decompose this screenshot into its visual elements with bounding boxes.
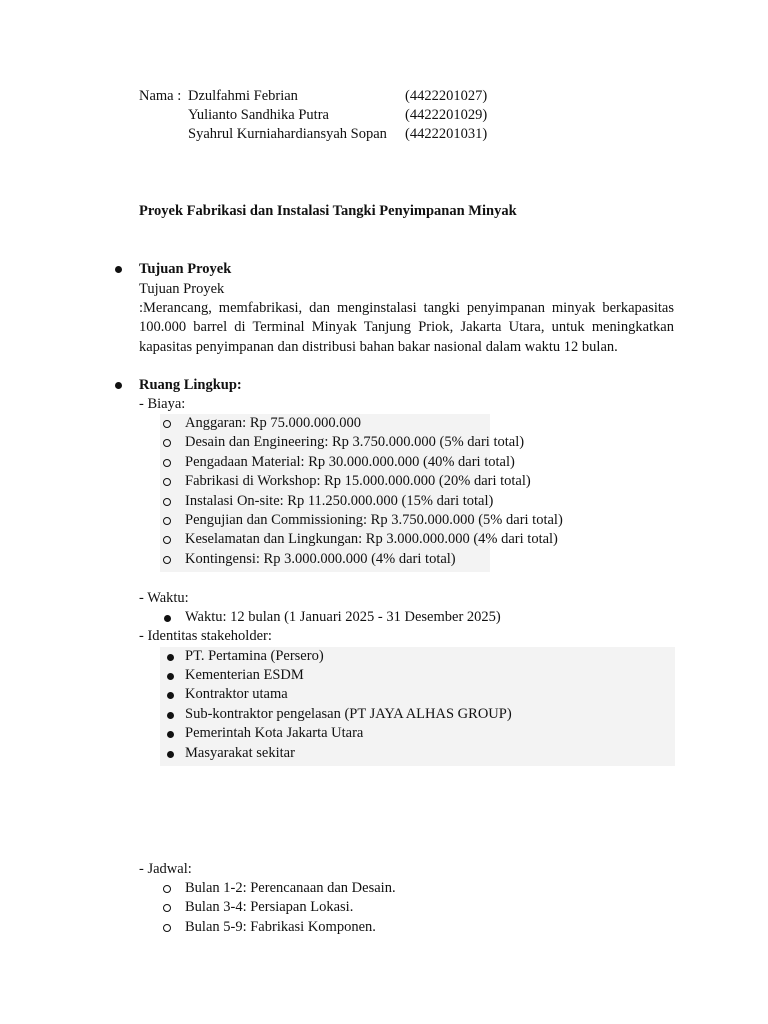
stakeholder-item: Sub-kontraktor pengelasan (PT JAYA ALHAS GROUP): [185, 706, 512, 722]
bullet-icon: [167, 673, 174, 680]
stakeholder-item: PT. Pertamina (Persero): [185, 648, 324, 664]
bullet-icon: [164, 615, 171, 622]
stakeholder-item: Pemerintah Kota Jakarta Utara: [185, 725, 364, 741]
ruang-heading: Ruang Lingkup:: [139, 377, 242, 393]
stakeholder-item: Masyarakat sekitar: [185, 745, 295, 761]
circle-bullet-icon: [163, 885, 171, 893]
circle-bullet-icon: [163, 924, 171, 932]
bullet-icon: [167, 692, 174, 699]
biaya-label: - Biaya:: [139, 396, 186, 412]
biaya-item: Instalasi On-site: Rp 11.250.000.000 (15% dari total): [185, 493, 494, 509]
jadwal-item: Bulan 5-9: Fabrikasi Komponen.: [185, 919, 376, 935]
biaya-item: Kontingensi: Rp 3.000.000.000 (4% dari total): [185, 551, 456, 567]
document-title: Proyek Fabrikasi dan Instalasi Tangki Penyimpanan Minyak: [139, 203, 517, 219]
jadwal-item: Bulan 1-2: Perencanaan dan Desain.: [185, 880, 396, 896]
circle-bullet-icon: [163, 536, 171, 544]
circle-bullet-icon: [163, 478, 171, 486]
bullet-icon: [167, 731, 174, 738]
biaya-item: Keselamatan dan Lingkungan: Rp 3.000.000.000 (4% dari total): [185, 531, 558, 547]
bullet-icon: [167, 712, 174, 719]
stakeholder-item: Kementerian ESDM: [185, 667, 304, 683]
biaya-item: Pengadaan Material: Rp 30.000.000.000 (40% dari total): [185, 454, 515, 470]
waktu-label: - Waktu:: [139, 590, 189, 606]
member-id: (4422201029): [405, 107, 488, 123]
member-id: (4422201027): [405, 88, 488, 104]
jadwal-item: Bulan 3-4: Persiapan Lokasi.: [185, 899, 354, 915]
stakeholder-label: - Identitas stakeholder:: [139, 628, 272, 644]
member-name: Syahrul Kurniahardiansyah Sopan: [188, 126, 387, 142]
tujuan-subheading: Tujuan Proyek: [139, 281, 225, 297]
member-name: Dzulfahmi Febrian: [188, 88, 298, 104]
nama-label: Nama :: [139, 88, 182, 104]
bullet-icon: [115, 382, 122, 389]
circle-bullet-icon: [163, 517, 171, 525]
bullet-icon: [167, 654, 174, 661]
circle-bullet-icon: [163, 439, 171, 447]
circle-bullet-icon: [163, 420, 171, 428]
circle-bullet-icon: [163, 904, 171, 912]
circle-bullet-icon: [163, 459, 171, 467]
waktu-item: Waktu: 12 bulan (1 Januari 2025 - 31 Desember 2025): [185, 609, 501, 625]
bullet-icon: [167, 751, 174, 758]
tujuan-heading: Tujuan Proyek: [139, 261, 232, 277]
circle-bullet-icon: [163, 556, 171, 564]
tujuan-paragraph: :Merancang, memfabrikasi, dan menginstalasi tangki penyimpanan minyak berkapasitas 100.000 barrel di Terminal Minyak Tanjung Priok, Jakarta Utara, untuk meningkatkan kapasitas penyimpanan dan distribusi bahan bakar nasional dalam waktu 12 bulan.: [139, 300, 674, 355]
member-name: Yulianto Sandhika Putra: [188, 107, 329, 123]
biaya-item: Pengujian dan Commissioning: Rp 3.750.000.000 (5% dari total): [185, 512, 563, 528]
circle-bullet-icon: [163, 498, 171, 506]
biaya-item: Desain dan Engineering: Rp 3.750.000.000 (5% dari total): [185, 434, 525, 450]
bullet-icon: [115, 266, 122, 273]
biaya-item: Fabrikasi di Workshop: Rp 15.000.000.000 (20% dari total): [185, 473, 531, 489]
biaya-item: Anggaran: Rp 75.000.000.000: [185, 415, 361, 431]
member-id: (4422201031): [405, 126, 488, 142]
stakeholder-item: Kontraktor utama: [185, 686, 288, 702]
jadwal-label: - Jadwal:: [139, 861, 192, 877]
